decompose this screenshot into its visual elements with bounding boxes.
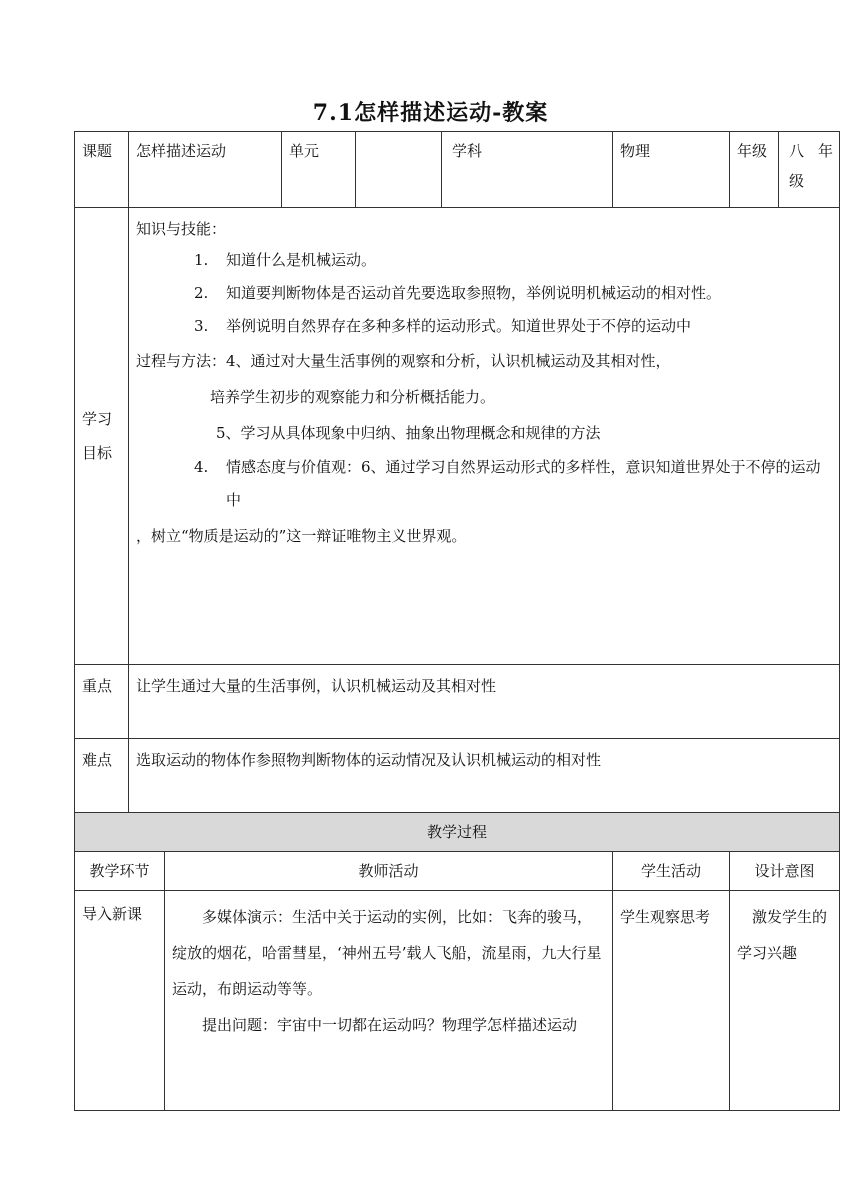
column-header-intent: 设计意图: [730, 852, 840, 891]
teacher-activity-cell: [165, 891, 613, 1111]
process-section-row: [75, 813, 840, 852]
difficulty-row: [75, 739, 840, 813]
key-point-row: [75, 665, 840, 739]
process-section-title: 教学过程: [75, 813, 840, 852]
process-row: [75, 891, 840, 1111]
stage-cell: 导入新课: [75, 891, 165, 1111]
objective-number: 1.: [194, 251, 209, 269]
objective-text: 举例说明自然界存在多种多样的运动形式。知道世界处于不停的运动中: [226, 317, 692, 335]
teacher-activity-paragraph: 提出问题：宇宙中一切都在运动吗？物理学怎样描述运动: [202, 1016, 578, 1034]
column-header-student: 学生活动: [613, 852, 730, 891]
knowledge-heading: 知识与技能：: [136, 220, 227, 238]
objectives-content: [129, 208, 840, 665]
subject-label: 学科: [442, 132, 613, 208]
column-header-stage: 教学环节: [75, 852, 165, 891]
page-title: 7.1怎样描述运动-教案: [312, 100, 549, 126]
objectives-label: 学习目标: [75, 208, 129, 665]
objectives-row: [75, 208, 840, 665]
process-header-row: [75, 852, 840, 891]
grade-value: 八 年级: [779, 132, 840, 208]
design-intent-cell: 激发学生的学习兴趣: [730, 891, 840, 1111]
objective-item-5: 5、学习从具体现象中归纳、抽象出物理概念和规律的方法: [216, 424, 601, 442]
student-activity-cell: 学生观察思考: [613, 891, 730, 1111]
difficulty-text: 选取运动的物体作参照物判断物体的运动情况及认识机械运动的相对性: [129, 739, 840, 813]
key-point-text: 让学生通过大量的生活事例，认识机械运动及其相对性: [129, 665, 840, 739]
unit-label: 单元: [282, 132, 356, 208]
process-method-continuation: 培养学生初步的观察能力和分析概括能力。: [210, 388, 496, 406]
objective-text: 情感态度与价值观：6、通过学习自然界运动形式的多样性，意识知道世界处于不停的运动中: [226, 458, 821, 509]
topic-value: 怎样描述运动: [129, 132, 282, 208]
objective-number: 4.: [194, 458, 209, 476]
objective-text: 知道什么是机械运动。: [226, 251, 377, 269]
unit-value: [356, 132, 442, 208]
lesson-plan-table: [74, 131, 840, 1111]
objective-item: [136, 310, 832, 343]
objective-item: [136, 451, 832, 517]
subject-value: 物理: [613, 132, 730, 208]
difficulty-label: 难点: [75, 739, 129, 813]
topic-label: 课题: [75, 132, 129, 208]
objective-item: [136, 277, 832, 310]
objective-number: 3.: [194, 317, 209, 335]
process-method-line: 过程与方法：4、通过对大量生活事例的观察和分析，认识机械运动及其相对性，: [136, 352, 671, 370]
objective-item: [136, 244, 832, 277]
grade-label: 年级: [730, 132, 779, 208]
worldview-line: ，树立“物质是运动的”这一辩证唯物主义世界观。: [136, 527, 467, 545]
objective-text: 知道要判断物体是否运动首先要选取参照物，举例说明机械运动的相对性。: [226, 284, 722, 302]
column-header-teacher: 教师活动: [165, 852, 613, 891]
objective-number: 2.: [194, 284, 209, 302]
teacher-activity-paragraph: 多媒体演示：生活中关于运动的实例，比如：飞奔的骏马，绽放的烟花，哈雷彗星，‘神州五号’载人飞船，流星雨，九大行星运动，布朗运动等等。: [172, 908, 602, 998]
header-row: [75, 132, 840, 208]
key-point-label: 重点: [75, 665, 129, 739]
